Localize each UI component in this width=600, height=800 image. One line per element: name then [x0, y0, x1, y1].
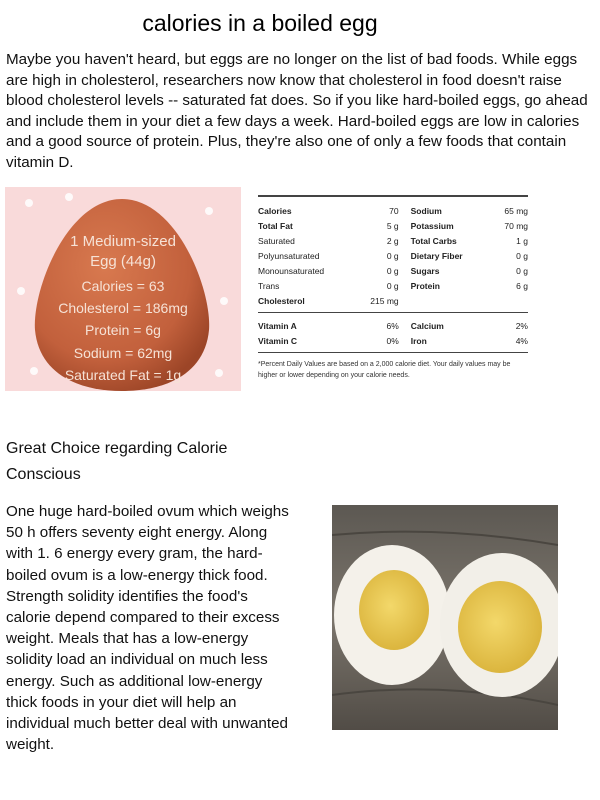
egg-line-saturated-fat: Saturated Fat = 1g [64, 367, 182, 383]
mineral-label: Calcium [410, 320, 444, 331]
nutrition-row [258, 248, 528, 263]
section-heading: Great Choice regarding Calorie Conscious [6, 440, 228, 483]
vitamin-table [258, 318, 528, 348]
egg-line-cholesterol: Cholesterol = 186mg [58, 300, 188, 316]
nutrient-value: 0 g [386, 250, 399, 261]
mineral-value: 2% [515, 320, 528, 331]
nutrient-label [411, 293, 492, 308]
nutrient-value: 215 mg [370, 295, 399, 306]
nutrition-row [258, 263, 528, 278]
nutrient-value: 0 g [516, 250, 528, 261]
nutrition-row [258, 233, 528, 248]
nutrient-label: Total Fat [258, 220, 293, 231]
mineral-value: 4% [515, 335, 528, 346]
nutrient-value: 5 g [386, 220, 399, 231]
nutrient-value: 0 g [386, 265, 399, 276]
page-title: calories in a boiled egg [142, 10, 378, 36]
vitamin-row [258, 333, 528, 348]
nutrient-value: 0 g [386, 280, 399, 291]
nutrient-label: Protein [410, 280, 440, 291]
vitamin-value: 0% [386, 335, 399, 346]
nutrition-facts [258, 195, 528, 381]
vitamin-value: 6% [386, 320, 399, 331]
nutrient-value: 2 g [386, 235, 399, 246]
nutrient-label: Saturated [258, 235, 295, 246]
nutrient-value: 6 g [516, 280, 528, 291]
nutrient-label: Sodium [410, 205, 442, 216]
nutrient-label: Potassium [410, 220, 454, 231]
nutrient-value: 70 mg [504, 220, 528, 231]
nutrient-value: 1 g [516, 235, 528, 246]
egg-line-protein: Protein = 6g [85, 322, 161, 338]
nutrition-row [258, 203, 528, 218]
egg-line-sodium: Sodium = 62mg [73, 345, 173, 361]
vitamin-label: Vitamin A [258, 320, 297, 331]
nutrition-table [258, 203, 528, 308]
nutrient-value: 65 mg [504, 205, 528, 216]
intro-paragraph: Maybe you haven't heard, but eggs are no longer on the list of bad foods. While eggs are high in cholesterol, researchers now know that cholesterol in food doesn't raise blood cholesterol levels -- saturated fat does. So if you like hard-boiled eggs, go ahead and include them in your diet a few days a week. Hard-boiled eggs are low in calories and a good source of protein. Plus, they're also one of only a few foods that contain vitamin D. [6, 51, 588, 171]
nutrient-label: Total Carbs [410, 235, 457, 246]
nutrition-footnote: *Percent Daily Values are based on a 2,000 calorie diet. Your daily values may be higher or lower depending on your calorie needs. [258, 361, 511, 379]
nutrient-label: Trans [258, 280, 280, 291]
vitamin-label: Vitamin C [258, 335, 298, 346]
egg-infographic [5, 187, 241, 391]
nutrient-value [491, 293, 528, 308]
mineral-label: Iron [410, 335, 427, 346]
nutrient-label: Monounsaturated [258, 265, 325, 276]
nutrient-label: Dietary Fiber [410, 250, 463, 261]
boiled-egg-photo [332, 505, 558, 730]
nutrient-value: 0 g [516, 265, 528, 276]
egg-heading-line2: Egg (44g) [90, 253, 156, 270]
nutrient-label: Sugars [410, 265, 440, 276]
vitamin-row [258, 318, 528, 333]
nutrition-row [258, 278, 528, 293]
nutrition-row [258, 218, 528, 233]
nutrient-label: Cholesterol [258, 295, 305, 306]
nutrient-label: Calories [258, 205, 292, 216]
nutrition-row [258, 293, 528, 308]
nutrient-value: 70 [389, 205, 399, 216]
nutrient-label: Polyunsaturated [258, 250, 320, 261]
section-body: One huge hard-boiled ovum which weighs 50 h offers seventy eight energy. Along with 1. 6 energy every gram, the hard-boiled ovum is a low-energy thick food. Strength solidity identifies the food's calorie depend compared to their excess weight. Meals that has a low-energy solidity load an individual on much less energy. Such as additional low-energy thick foods in your diet will help an individual much better deal with unwanted weight. [6, 503, 289, 754]
egg-heading-line1: 1 Medium-sized [70, 233, 176, 250]
egg-line-calories: Calories = 63 [81, 278, 165, 294]
